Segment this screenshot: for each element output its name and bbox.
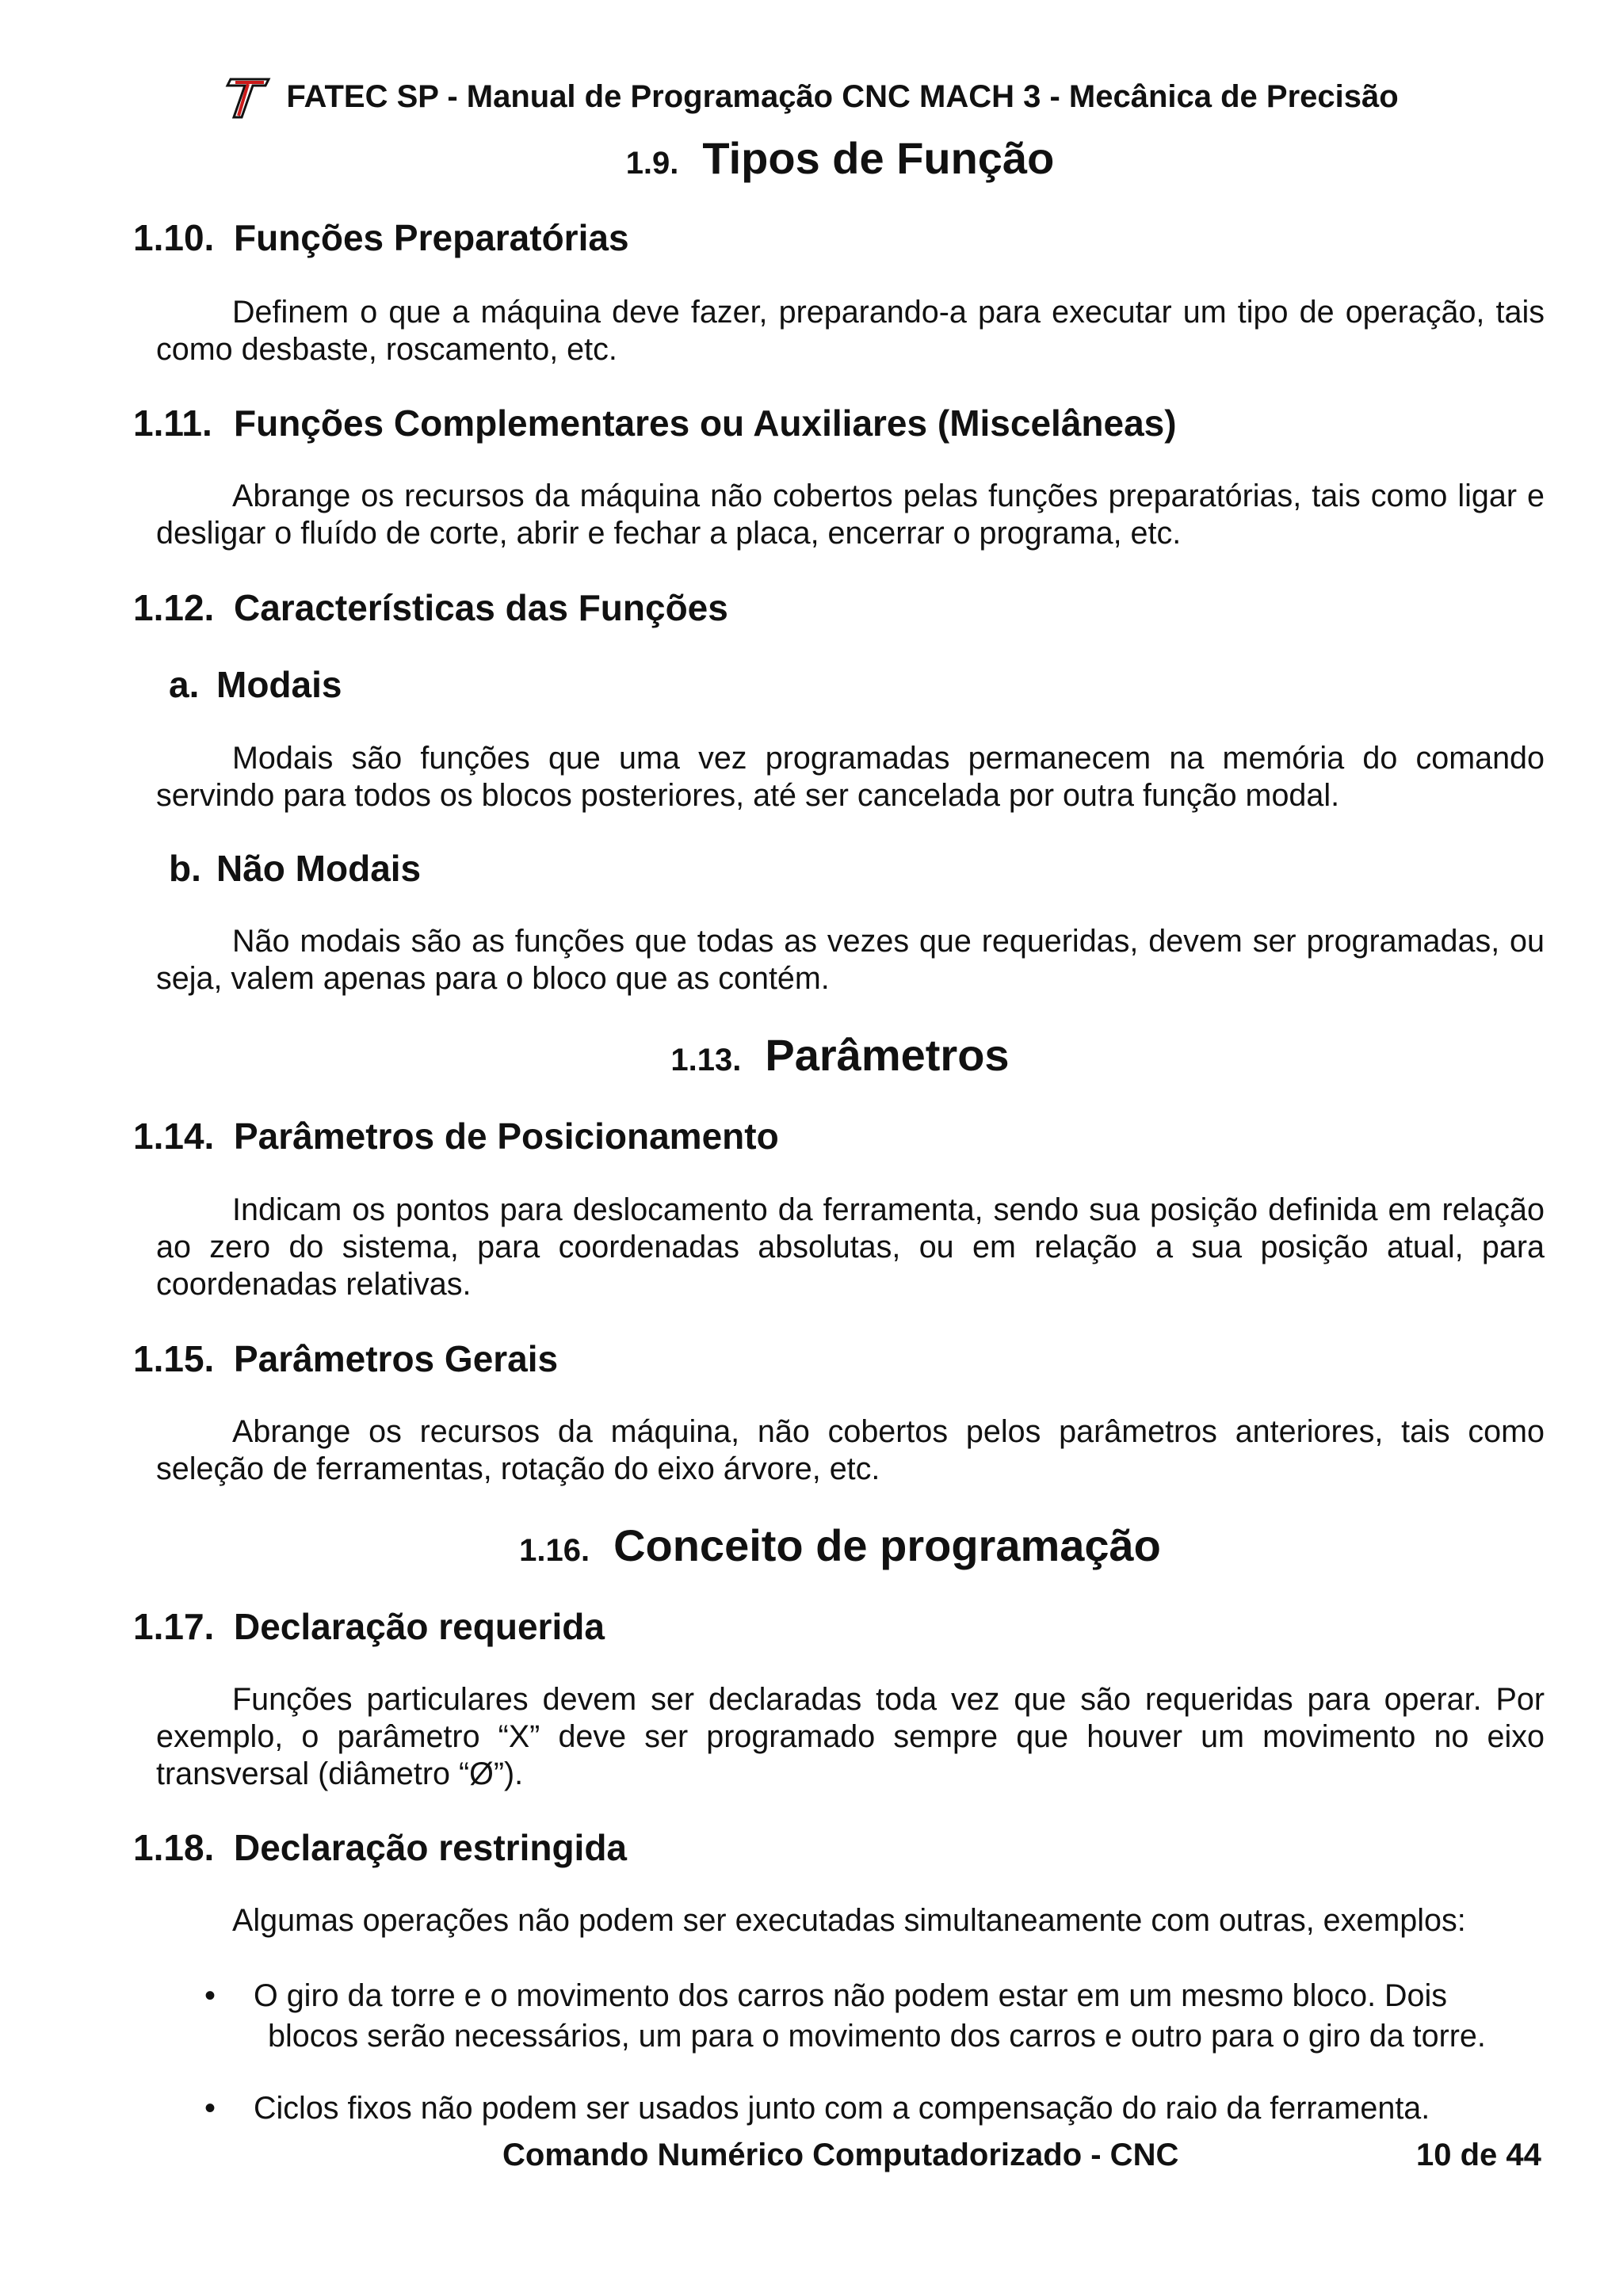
fatec-logo-icon (224, 74, 273, 119)
chapter-heading (0, 127, 1623, 202)
chapter-heading (0, 1024, 1623, 1099)
section-title: Funções Complementares ou Auxiliares (Miscelâneas) (234, 402, 1177, 444)
subsection-title: Modais (216, 664, 342, 705)
section-title: Parâmetros de Posicionamento (234, 1116, 779, 1157)
section-number: 1.14. (133, 1116, 215, 1157)
header-title: FATEC SP - Manual de Programação CNC MACH 3 - Mecânica de Precisão (286, 79, 1399, 114)
list-item (254, 2088, 1544, 2129)
chapter-title: Conceito de programação (613, 1520, 1161, 1570)
section-paragraph: Abrange os recursos da máquina não cobertos pelas funções preparatórias, tais como ligar e desligar o fluído de corte, abrir e fechar a placa, encerrar o programa, etc. (156, 479, 1545, 551)
chapter-title: Tipos de Função (702, 133, 1055, 183)
page-header (0, 74, 1623, 131)
chapter-number: 1.13. (670, 1043, 742, 1077)
list-item-line: O giro da torre e o movimento dos carros não podem estar em um mesmo bloco. Dois (254, 1978, 1448, 2013)
list-item-line: blocos serão necessários, um para o movimento dos carros e outro para o giro da torre. (268, 2019, 1486, 2054)
chapter-number: 1.9. (625, 146, 679, 181)
section-number: 1.11. (133, 402, 212, 444)
section-paragraph: Abrange os recursos da máquina, não cobertos pelos parâmetros anteriores, tais como seleção de ferramentas, rotação do eixo árvore, etc. (156, 1414, 1545, 1486)
subsection-heading (169, 659, 342, 710)
subsection-letter: b. (169, 848, 201, 889)
section-title: Declaração requerida (234, 1606, 605, 1647)
subsection-title: Não Modais (216, 848, 422, 889)
section-title: Características das Funções (234, 587, 728, 628)
section-heading (133, 1333, 558, 1384)
bullet-icon: • (204, 2091, 216, 2126)
subsection-paragraph: Não modais são as funções que todas as vezes que requeridas, devem ser programadas, ou seja, valem apenas para o bloco que as contém. (156, 924, 1545, 996)
list-item (254, 1976, 1544, 2057)
chapter-heading (0, 1514, 1623, 1589)
section-paragraph: Indicam os pontos para deslocamento da ferramenta, sendo sua posição definida em relação ao zero do sistema, para coordenadas absolutas, ou em relação a sua posição atual, para coordenadas relativas. (156, 1192, 1545, 1302)
section-heading (133, 212, 629, 263)
list-item-line: Ciclos fixos não podem ser usados junto com a compensação do raio da ferramenta. (254, 2091, 1430, 2126)
subsection-paragraph: Modais são funções que uma vez programadas permanecem na memória do comando servindo para todos os blocos posteriores, até ser cancelada por outra função modal. (156, 741, 1545, 813)
section-heading (133, 1601, 605, 1652)
subsection-heading (169, 843, 421, 894)
section-heading (133, 1822, 627, 1873)
subsection-letter: a. (169, 664, 200, 705)
section-paragraph: Definem o que a máquina deve fazer, preparando-a para executar um tipo de operação, tais como desbaste, roscamento, etc. (156, 295, 1545, 367)
page-number: 10 de 44 (1416, 2138, 1541, 2172)
section-number: 1.12. (133, 587, 215, 628)
section-heading (133, 398, 1177, 448)
chapter-number: 1.16. (519, 1533, 590, 1568)
section-paragraph: Algumas operações não podem ser executadas simultaneamente com outras, exemplos: (232, 1903, 1466, 1938)
section-title: Declaração restringida (234, 1827, 628, 1868)
bullet-icon: • (204, 1978, 216, 2013)
section-heading (133, 582, 728, 633)
section-title: Parâmetros Gerais (234, 1338, 559, 1379)
section-number: 1.10. (133, 217, 215, 258)
section-number: 1.17. (133, 1606, 215, 1647)
footer-title: Comando Numérico Computadorizado - CNC (502, 2138, 1179, 2172)
chapter-title: Parâmetros (765, 1030, 1010, 1080)
section-title: Funções Preparatórias (234, 217, 629, 258)
section-heading (133, 1111, 779, 1161)
section-number: 1.18. (133, 1827, 215, 1868)
section-number: 1.15. (133, 1338, 215, 1379)
section-paragraph: Funções particulares devem ser declaradas toda vez que são requeridas para operar. Por exemplo, o parâmetro “X” deve ser programado sempre que houver um movimento no eixo transversal (diâmetro “Ø”). (156, 1682, 1545, 1791)
